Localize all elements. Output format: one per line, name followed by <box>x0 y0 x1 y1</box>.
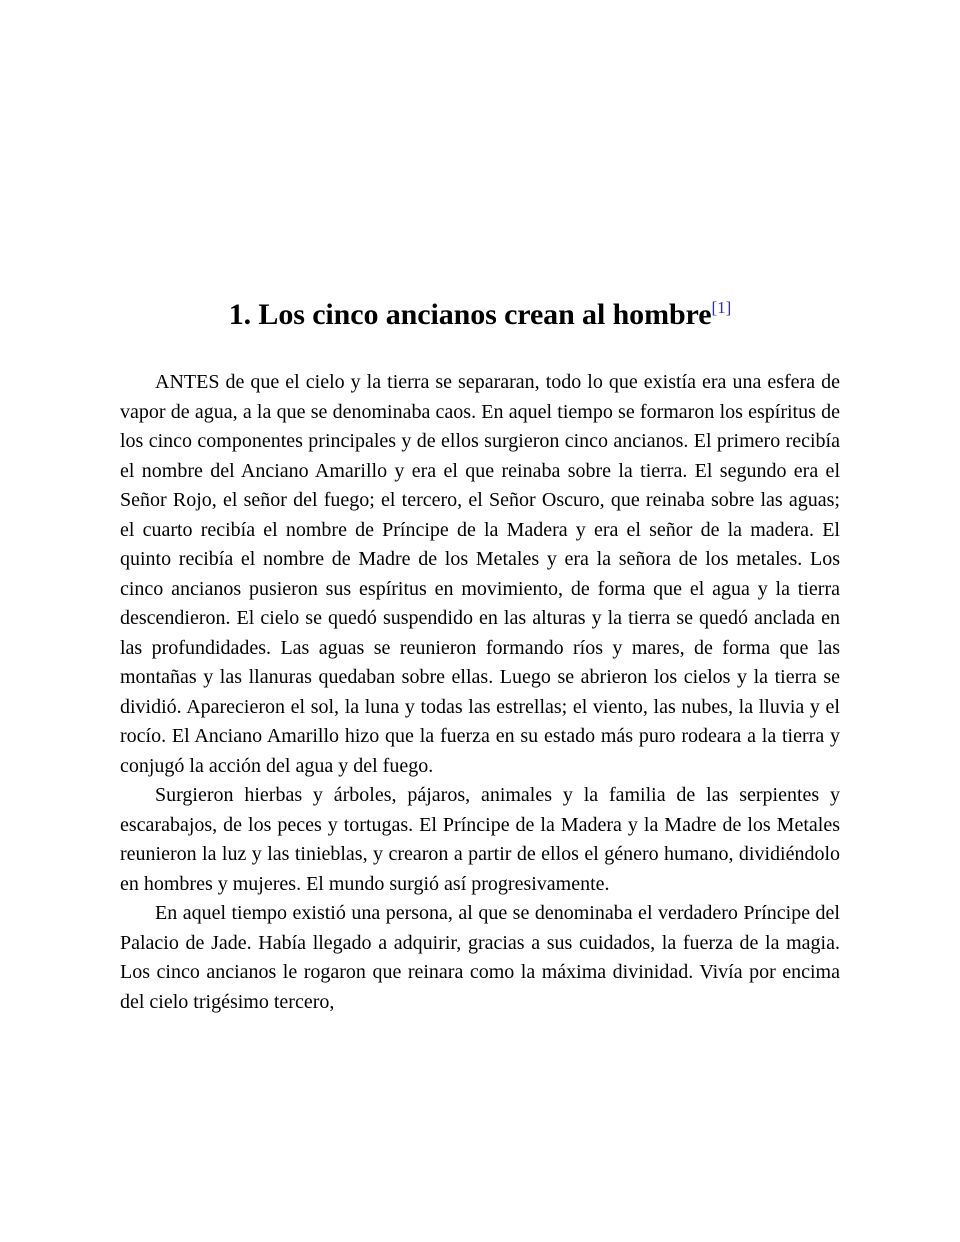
paragraph-2 <box>120 781 840 899</box>
paragraph-2-text: Surgieron hierbas y árboles, pájaros, animales y la familia de las serpientes y escarabajos, de los peces y tortugas. El Príncipe de la Madera y la Madre de los Metales reunieron la luz y las tinieblas, y crearon a partir de ellos el género humano, dividiéndolo en hombres y mujeres. El mundo surgió así progresivamente. <box>120 784 840 895</box>
paragraph-1 <box>120 368 840 781</box>
chapter-title-text: 1. Los cinco ancianos crean al hombre <box>228 298 712 331</box>
page-title <box>120 297 840 333</box>
footnote-reference-link[interactable]: [1] <box>711 298 732 317</box>
paragraph-1-lead-word: ANTES <box>155 371 220 393</box>
body-text <box>120 368 840 1017</box>
paragraph-3 <box>120 899 840 1017</box>
paragraph-1-text: de que el cielo y la tierra se separaran, todo lo que existía era una esfera de vapor de agua, a la que se denominaba caos. En aquel tiempo se formaron los espíritus de los cinco componentes principales y de ellos surgieron cinco ancianos. El primero recibía el nombre del Anciano Amarillo y era el que reinaba sobre la tierra. El segundo era el Señor Rojo, el señor del fuego; el tercero, el Señor Oscuro, que reinaba sobre las aguas; el cuarto recibía el nombre de Príncipe de la Madera y era el señor de la madera. El quinto recibía el nombre de Madre de los Metales y era la señora de los metales. Los cinco ancianos pusieron sus espíritus en movimiento, de forma que el agua y la tierra descendieron. El cielo se quedó suspendido en las alturas y la tierra se quedó anclada en las profundidades. Las aguas se reunieron formando ríos y mares, de forma que las montañas y las llanuras quedaban sobre ellas. Luego se abrieron los cielos y la tierra se dividió. Aparecieron el sol, la luna y todas las estrellas; el viento, las nubes, la lluvia y el rocío. El Anciano Amarillo hizo que la fuerza en su estado más puro rodeara a la tierra y conjugó la acción del agua y del fuego. <box>120 371 840 777</box>
paragraph-3-text: En aquel tiempo existió una persona, al que se denominaba el verdadero Príncipe del Palacio de Jade. Había llegado a adquirir, gracias a sus cuidados, la fuerza de la magia. Los cinco ancianos le rogaron que reinara como la máxima divinidad. Vivía por encima del cielo trigésimo tercero, <box>120 902 840 1013</box>
